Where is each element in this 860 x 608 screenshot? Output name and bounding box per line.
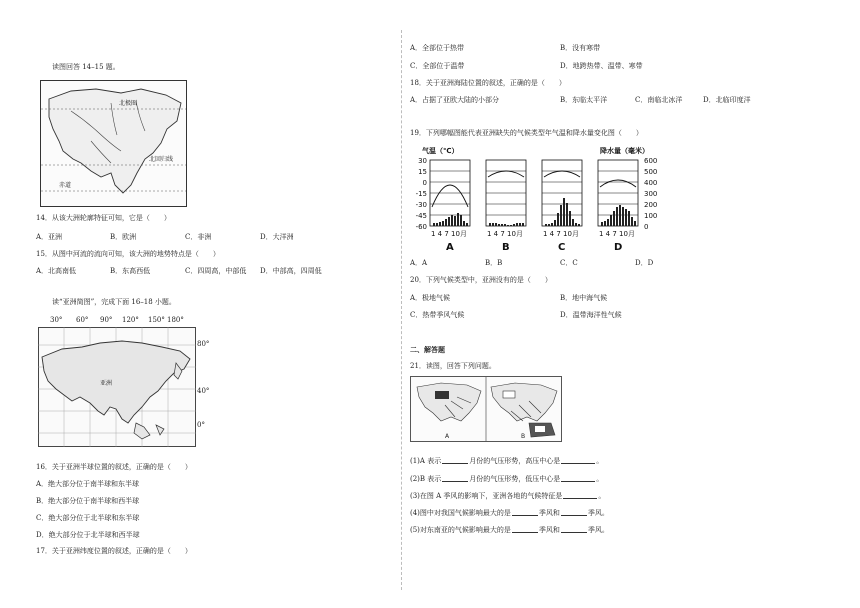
continent-outline-map xyxy=(40,80,187,207)
question-14: 14．从该大洲轮廓特征可知，它是（ ） xyxy=(36,214,171,222)
q15-option-c: C．四周高，中部低 xyxy=(185,267,247,275)
q17-option-c: C．全部位于温带 xyxy=(410,62,465,70)
q21-2-middle: 月份的气压形势，低压中心是 xyxy=(469,475,561,483)
question-15: 15．从图中河流的流向可知，该大洲的地势特点是（ ） xyxy=(36,250,220,258)
climate-panel-a xyxy=(430,160,470,253)
q18-option-a: A．占据了亚欧大陆的小部分 xyxy=(410,96,500,104)
q20-option-a: A．极地气候 xyxy=(410,294,451,302)
climate-panel-d xyxy=(598,160,638,253)
precip-tick-500: 500 xyxy=(644,168,658,176)
q21-3-blank[interactable] xyxy=(563,491,597,499)
map-b-low-pressure-center xyxy=(503,391,515,398)
climate-panel-b xyxy=(486,160,526,253)
q21-part-5 xyxy=(410,525,609,535)
q19-option-d: D．D xyxy=(635,259,654,267)
temp-tick-n30: -30 xyxy=(415,201,427,209)
q19-option-a: A．A xyxy=(410,259,428,267)
q14-option-d: D．大洋洲 xyxy=(260,233,294,241)
precip-tick-100: 100 xyxy=(644,212,658,220)
q19-option-c: C．C xyxy=(560,259,578,267)
question-20: 20．下列气候类型中，亚洲没有的是（ ） xyxy=(410,276,552,284)
precip-tick-400: 400 xyxy=(644,179,658,187)
q21-5-blank-1[interactable] xyxy=(512,525,538,533)
temp-tick-0: 0 xyxy=(422,179,427,187)
q14-option-a: A．亚洲 xyxy=(36,233,63,241)
q16-option-d: D．绝大部分位于北半球和西半球 xyxy=(36,531,140,539)
q15-option-a: A．北高南低 xyxy=(36,267,77,275)
question-16: 16．关于亚洲半球位置的叙述，正确的是（ ） xyxy=(36,463,192,471)
q18-option-c: C．南临北冰洋 xyxy=(635,96,683,104)
q14-option-b: B．欧洲 xyxy=(110,233,137,241)
q21-2-prefix: (2)B 表示 xyxy=(410,475,442,483)
q21-2-blank-month[interactable] xyxy=(442,474,468,482)
monsoon-maps xyxy=(410,376,562,442)
q15-option-b: B．东高西低 xyxy=(110,267,151,275)
climate-charts-figure xyxy=(410,143,670,255)
precip-tick-0: 0 xyxy=(644,223,649,231)
panel-c-months: 1 4 7 10月 xyxy=(543,230,579,238)
map1-tropic-label: 北回归线 xyxy=(149,156,174,163)
map2-lon-90: 90° xyxy=(100,316,113,324)
panel-d-letter: D xyxy=(614,242,623,253)
q15-option-d: D．中部高，四周低 xyxy=(260,267,322,275)
panel-c-letter: C xyxy=(558,242,566,253)
temp-tick-n60: -60 xyxy=(415,223,427,231)
map2-lat-40: 40° xyxy=(197,387,210,395)
map3-label-a: A xyxy=(445,433,450,440)
map-a-high-pressure-center xyxy=(435,391,449,399)
q16-option-b: B．绝大部分位于南半球和西半球 xyxy=(36,497,140,505)
q19-option-b: B．B xyxy=(485,259,503,267)
q21-part-4 xyxy=(410,508,609,518)
map2-lon-120: 120° xyxy=(122,316,139,324)
panel-b-letter: B xyxy=(502,242,510,253)
map1-arctic-circle-label: 北极圈 xyxy=(119,100,138,107)
q17-option-a: A．全部位于热带 xyxy=(410,44,465,52)
q21-part-3 xyxy=(410,491,605,501)
q21-part-2 xyxy=(410,474,603,484)
temp-tick-n45: -45 xyxy=(415,212,427,220)
q20-option-b: B．地中海气候 xyxy=(560,294,608,302)
column-divider xyxy=(401,30,402,590)
question-19: 19．下列哪幅图能代表亚洲缺失的气候类型年气温和降水量变化图（ ） xyxy=(410,129,643,137)
q18-option-b: B．东临太平洋 xyxy=(560,96,608,104)
q21-5-prefix: (5)对东南亚的气候影响最大的是 xyxy=(410,526,511,534)
q21-2-end: 。 xyxy=(596,475,604,483)
q21-4-prefix: (4)图中对我国气候影响最大的是 xyxy=(410,509,511,517)
map-b-pressure-center xyxy=(535,426,545,432)
precip-tick-600: 600 xyxy=(644,157,658,165)
q21-1-prefix: (1)A 表示 xyxy=(410,457,442,465)
question-21: 21．读图，回答下列问题。 xyxy=(410,362,496,370)
q20-option-d: D．温带海洋性气候 xyxy=(560,311,622,319)
temp-tick-15: 15 xyxy=(418,168,427,176)
q21-4-end: 季风。 xyxy=(587,509,609,517)
panel-a-months: 1 4 7 10月 xyxy=(431,230,467,238)
asia-simple-map xyxy=(36,313,216,453)
q17-option-d: D．地跨热带、温带、寒带 xyxy=(560,62,643,70)
panel-d-months: 1 4 7 10月 xyxy=(599,230,635,238)
q21-1-blank-center[interactable] xyxy=(561,456,595,464)
climate-panel-c xyxy=(542,160,582,253)
map2-lat-0: 0° xyxy=(197,421,205,429)
q21-4-blank-1[interactable] xyxy=(512,508,538,516)
map2-lon-180: 180° xyxy=(167,316,184,324)
temp-tick-30: 30 xyxy=(418,157,427,165)
q20-option-c: C．热带季风气候 xyxy=(410,311,465,319)
precip-tick-200: 200 xyxy=(644,201,658,209)
q21-5-blank-2[interactable] xyxy=(561,525,587,533)
panel-a-letter: A xyxy=(446,242,454,253)
q16-option-a: A．绝大部分位于南半球和东半球 xyxy=(36,480,140,488)
map2-lon-60: 60° xyxy=(76,316,89,324)
question-17: 17．关于亚洲纬度位置的叙述，正确的是（ ） xyxy=(36,547,192,555)
map2-lon-30: 30° xyxy=(50,316,63,324)
q14-option-c: C．非洲 xyxy=(185,233,212,241)
map1-equator-label: 赤道 xyxy=(59,182,72,189)
map3-label-b: B xyxy=(521,433,526,440)
map2-lon-150: 150° xyxy=(148,316,165,324)
q16-option-c: C．绝大部分位于北半球和东半球 xyxy=(36,514,140,522)
q21-4-middle: 季风和 xyxy=(538,509,560,517)
q18-option-d: D．北临印度洋 xyxy=(703,96,751,104)
q21-3-end: 。 xyxy=(598,492,606,500)
q21-1-end: 。 xyxy=(596,457,604,465)
precip-tick-300: 300 xyxy=(644,190,658,198)
q21-part-1 xyxy=(410,456,603,466)
climate-precip-title: 降水量（毫米） xyxy=(600,147,649,155)
climate-temp-title: 气温（℃） xyxy=(422,147,459,155)
intro-14-15: 读图回答 14–15 题。 xyxy=(52,63,120,71)
temp-tick-n15: -15 xyxy=(415,190,427,198)
q21-1-middle: 月份的气压形势，高压中心是 xyxy=(469,457,561,465)
q21-5-middle: 季风和 xyxy=(538,526,560,534)
q17-option-b: B．没有寒带 xyxy=(560,44,601,52)
section-2-title: 二、解答题 xyxy=(410,345,445,354)
map2-asia-label: 亚洲 xyxy=(100,380,113,387)
q21-2-blank-center[interactable] xyxy=(561,474,595,482)
q21-1-blank-month[interactable] xyxy=(442,456,468,464)
question-18: 18．关于亚洲海陆位置的叙述，正确的是（ ） xyxy=(410,79,566,87)
panel-b-months: 1 4 7 10月 xyxy=(487,230,523,238)
q21-3-prefix: (3)在图 A 季风的影响下，亚洲各地的气候特征是 xyxy=(410,492,563,500)
q21-4-blank-2[interactable] xyxy=(561,508,587,516)
intro-16-18: 读“亚洲简图”，完成下面 16–18 小题。 xyxy=(52,298,176,306)
q21-5-end: 季风。 xyxy=(587,526,609,534)
map2-lat-80: 80° xyxy=(197,340,210,348)
